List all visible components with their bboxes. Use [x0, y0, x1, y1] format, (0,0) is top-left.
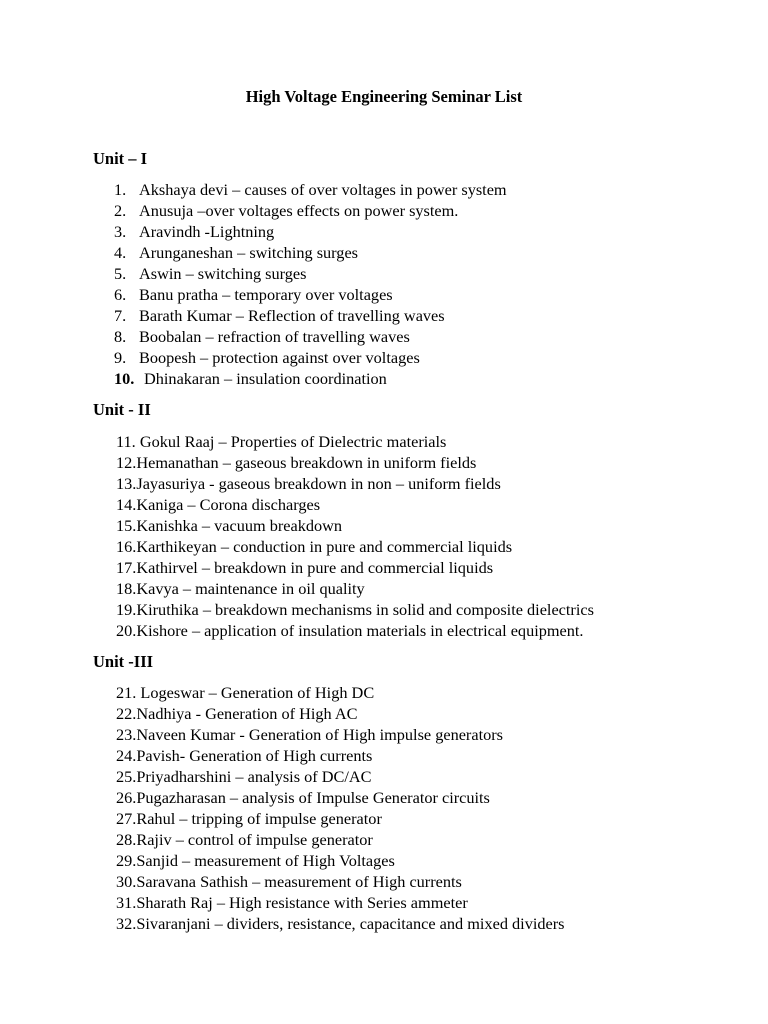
unit-3-heading: Unit -III [93, 652, 154, 671]
document-page: High Voltage Engineering Seminar List Unit – I 1. Akshaya devi – causes of over voltages in power system 2. Anusuja –over voltages effects on power system. 3. Aravindh -Lightning 4. Arunganeshan – switching surges 5. Aswin – switching surges 6. Banu pratha – temporary over voltages 7. Barath Kumar – Reflection of travelling waves 8. Boobalan – refraction of travelling waves 9. Boopesh – protection against over voltages 10. Dhinakaran – insulation coordination Unit - II 11. Gokul Raaj – Properties of Dielectric materials 12.Hemanathan – gaseous breakdown in uniform fields 13.Jayasuriya - gaseous breakdown in non – uniform fields 14.Kaniga – Corona discharges 15.Kanishka – vacuum breakdown 16.Karthikeyan – conduction in pure and commercial liquids 17.Kathirvel – breakdown in pure and commercial liquids 18.Kavya – maintenance in oil quality 19.Kiruthika – breakdown mechanisms in solid and composite dielectrics 20.Kishore – application of insulation materials in electrical equipment. Unit -III 21. Logeswar – Generation of High DC 22.Nadhiya - Generation of High AC 23.Naveen Kumar - Generation of High impulse generators 24.Pavish- Generation of High currents 25.Priyadharshini – analysis of DC/AC 26.Pugazharasan – analysis of Impulse Generator circuits 27.Rahul – tripping of impulse generator 28.Rajiv – control of impulse generator 29.Sanjid – measurement of High Voltages 30.Saravana Sathish – measurement of High currents 31.Sharath Raj – High resistance with Series ammeter 32.Sivaranjani – dividers, resistance, capacitance and mixed dividers [0, 0, 768, 1024]
unit-2-heading: Unit - II [93, 400, 151, 419]
unit-1-heading: Unit – I [93, 149, 148, 168]
page-title: High Voltage Engineering Seminar List [245, 87, 523, 106]
